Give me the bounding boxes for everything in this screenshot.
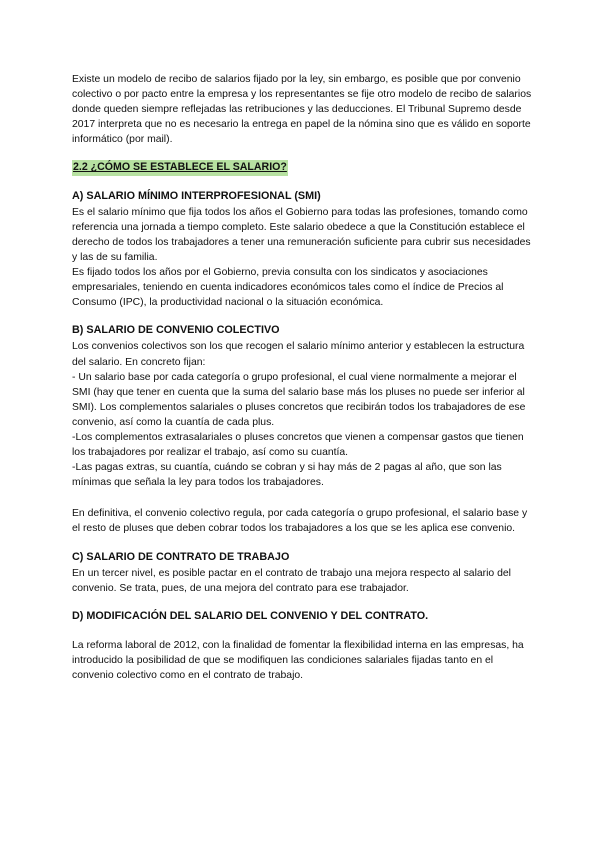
document-page	[72, 72, 532, 683]
contrato-heading: C) SALARIO DE CONTRATO DE TRABAJO	[72, 550, 290, 563]
convenio-paragraph-1: Los convenios colectivos son los que recogen el salario mínimo anterior y establecen la estructura del salario. En concreto fijan:	[72, 341, 525, 368]
contrato-paragraph: En un tercer nivel, es posible pactar en el contrato de trabajo una mejora respecto al salario del convenio. Se trata, pues, de una mejora del contrato para ese trabajador.	[72, 567, 511, 594]
smi-paragraph-1: Es el salario mínimo que fija todos los años el Gobierno para todas las profesiones, tomando como referencia una jornada a tiempo completo. Este salario obedece a que la Constitución establece el derecho de todos los trabajadores a tener una remuneración suficiente para cubrir sus necesidades y las de su familia.	[72, 206, 531, 263]
modificacion-paragraph: La reforma laboral de 2012, con la finalidad de fomentar la flexibilidad interna en las empresas, ha introducido la posibilidad de que se modifiquen las condiciones salariales fijadas tanto en el convenio colectivo como en el contrato de trabajo.	[72, 639, 524, 682]
section-heading: 2.2 ¿CÓMO SE ESTABLECE EL SALARIO?	[72, 160, 288, 175]
convenio-item-2: -Los complementos extrasalariales o pluses concretos que vienen a compensar gastos que tienen los trabajadores por realizar el trabajo, así como su cuantía.	[72, 431, 524, 459]
convenio-summary: En definitiva, el convenio colectivo regula, por cada categoría o grupo profesional, el salario base y el resto de pluses que deben cobrar todos los trabajadores a los que se les aplica ese convenio.	[72, 508, 528, 535]
smi-paragraph-2: Es fijado todos los años por el Gobierno, previa consulta con los sindicatos y asociaciones empresariales, teniendo en cuenta indicadores económicos tales como el índice de Precios al Consumo (IPC), la productividad nacional o la situación económica.	[72, 267, 504, 309]
modificacion-heading: D) MODIFICACIÓN DEL SALARIO DEL CONVENIO Y DEL CONTRATO.	[72, 609, 429, 622]
convenio-heading: B) SALARIO DE CONVENIO COLECTIVO	[72, 324, 280, 337]
section-heading-wrapper	[72, 160, 532, 175]
smi-heading: A) SALARIO MÍNIMO INTERPROFESIONAL (SMI)	[72, 189, 321, 202]
convenio-item-3: -Las pagas extras, su cuantía, cuándo se cobran y si hay más de 2 pagas al año, que son las mínimas que señala la ley para todos los trabajadores.	[72, 462, 502, 489]
convenio-item-1: - Un salario base por cada categoría o grupo profesional, el cual viene normalmente a mejorar el SMI (hay que tener en cuenta que la suma del salario base más los pluses no puede ser inferior al SMI). Los complementos salariales o pluses concretos que recibirán todos los trabajadores de ese convenio, así como la cuantía de cada plus.	[72, 371, 526, 428]
intro-paragraph: Existe un modelo de recibo de salarios fijado por la ley, sin embargo, es posible que por convenio colectivo o por pacto entre la empresa y los representantes se fije otro modelo de recibo de salarios donde queden siempre reflejadas las retribuciones y las deducciones. El Tribunal Supremo desde 2017 interpreta que no es necesario la entrega en papel de la nómina sino que es válido en soporte informático (por mail).	[72, 74, 532, 146]
